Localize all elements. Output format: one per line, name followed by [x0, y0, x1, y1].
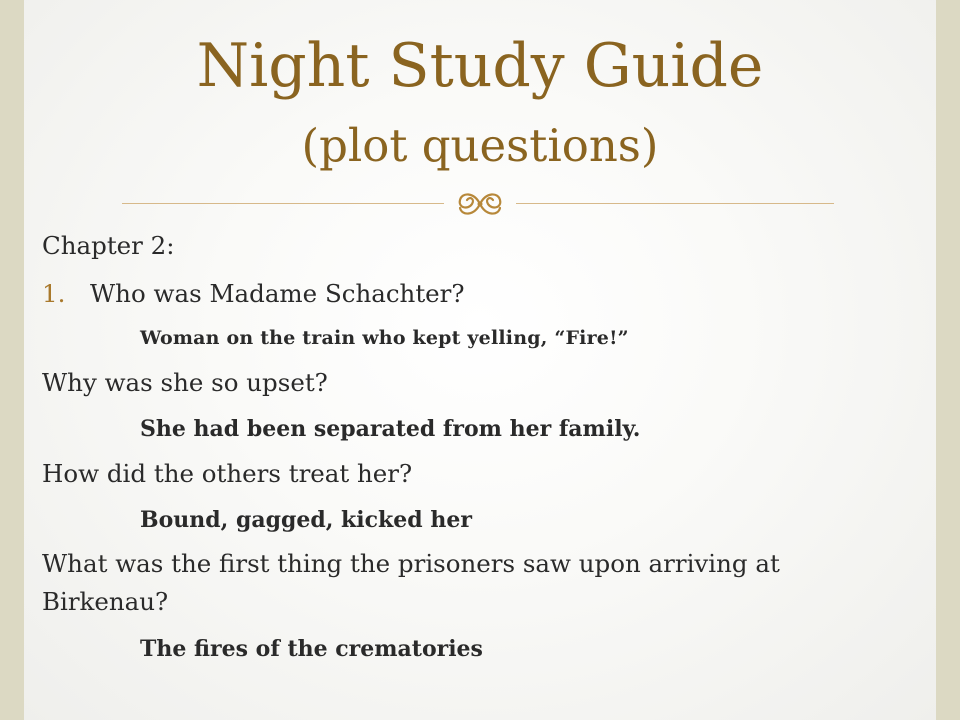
question-number-1: 1.	[42, 279, 66, 308]
answer-4: The fires of the crematories	[140, 636, 483, 662]
question-4-line-1: What was the first thing the prisoners saw upon arriving at	[42, 549, 780, 578]
title-divider-left	[122, 203, 444, 204]
slide-subtitle: (plot questions)	[301, 119, 659, 172]
question-2: Why was she so upset?	[42, 368, 328, 397]
slide-title: Night Study Guide	[196, 31, 764, 101]
answer-2: She had been separated from her family.	[140, 416, 641, 442]
question-4-line-2: Birkenau?	[42, 587, 169, 616]
chapter-heading: Chapter 2:	[42, 231, 175, 260]
answer-1: Woman on the train who kept yelling, “Fire!”	[140, 327, 629, 349]
question-3: How did the others treat her?	[42, 459, 413, 488]
question-1: Who was Madame Schachter?	[90, 279, 465, 308]
ornament-icon	[454, 186, 506, 222]
answer-3: Bound, gagged, kicked her	[140, 507, 472, 533]
title-divider-right	[516, 203, 834, 204]
